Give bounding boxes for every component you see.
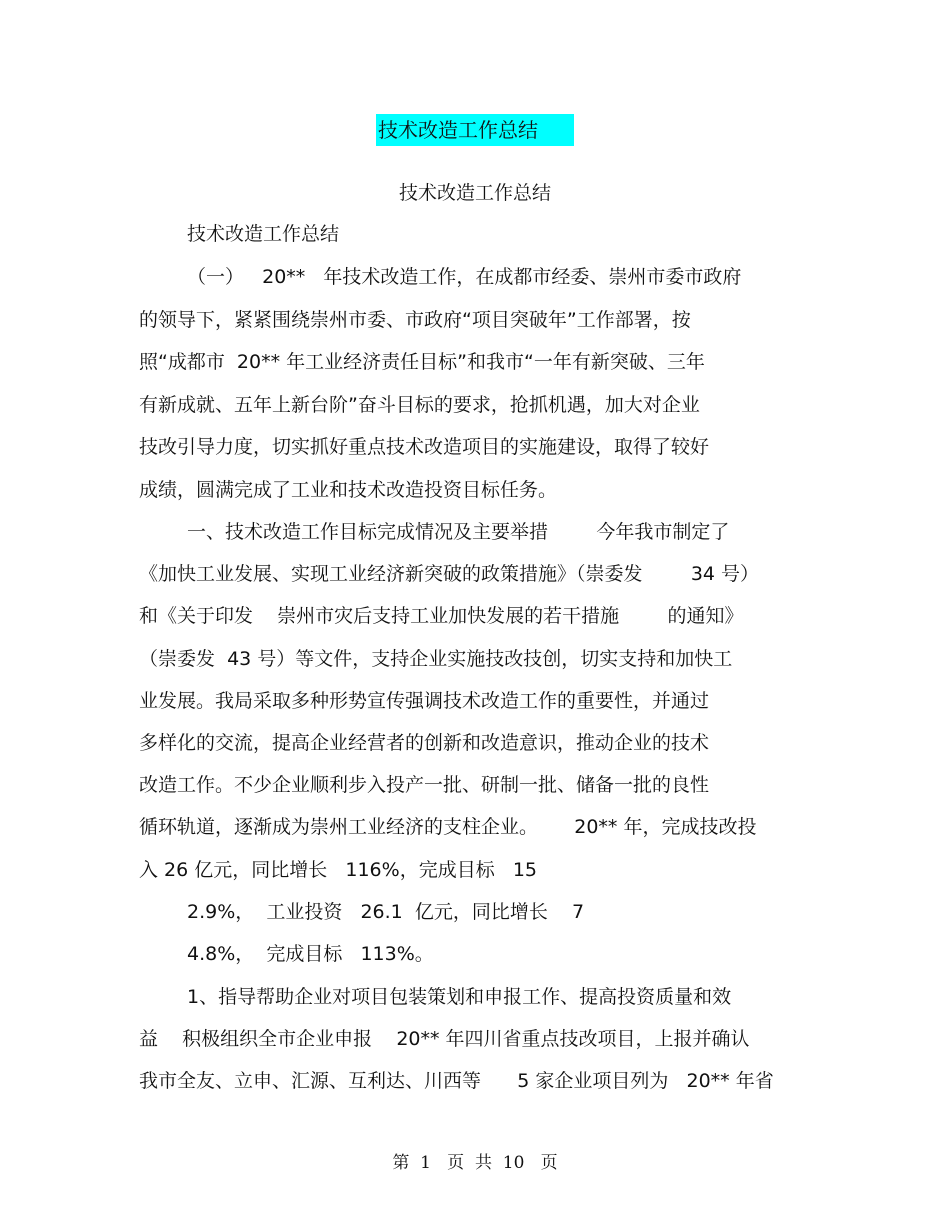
body-line: （一） 20** 年技术改造工作，在成都市经委、崇州市委市政府 — [187, 266, 742, 288]
body-line: 入 26 亿元，同比增长 116%，完成目标 15 — [139, 859, 537, 881]
document-subtitle: 技术改造工作总结 — [398, 182, 551, 204]
page-footer: 第 1 页 共 10 页 — [392, 1153, 558, 1173]
body-line: 2.9%， 工业投资 26.1 亿元，同比增长 7 — [187, 901, 585, 923]
body-line: 益 积极组织全市企业申报 20** 年四川省重点技改项目，上报并确认 — [139, 1028, 750, 1050]
body-line: 《加快工业发展、实现工业经济新突破的政策措施》（崇委发 34 号） — [139, 563, 760, 585]
body-line: 4.8%， 完成目标 113%。 — [187, 943, 434, 965]
body-line: 照“成都市 20** 年工业经济责任目标”和我市“一年有新突破、三年 — [139, 351, 705, 373]
body-line: 的领导下，紧紧围绕崇州市委、市政府“项目突破年”工作部署，按 — [139, 309, 691, 331]
body-line: 循环轨道，逐渐成为崇州工业经济的支柱企业。 20** 年，完成技改投 — [139, 816, 757, 838]
body-line: 改造工作。不少企业顺利步入投产一批、研制一批、储备一批的良性 — [139, 774, 710, 796]
body-line: 业发展。我局采取多种形势宣传强调技术改造工作的重要性，并通过 — [139, 690, 710, 712]
body-line: 有新成就、五年上新台阶”奋斗目标的要求，抢抓机遇，加大对企业 — [139, 394, 700, 416]
body-line: 一、技术改造工作目标完成情况及主要举措 今年我市制定了 — [187, 521, 730, 543]
body-line: （崇委发 43 号）等文件，支持企业实施技改技创，切实支持和加快工 — [139, 648, 733, 670]
body-line: 技改引导力度，切实抓好重点技术改造项目的实施建设，取得了较好 — [139, 436, 710, 458]
body-line: 1、指导帮助企业对项目包装策划和申报工作、提高投资质量和效 — [187, 986, 732, 1008]
document-title: 技术改造工作总结 — [378, 118, 538, 142]
body-line: 和《关于印发 崇州市灾后支持工业加快发展的若干措施 的通知》 — [139, 605, 744, 627]
body-line: 我市全友、立申、汇源、互利达、川西等 5 家企业项目列为 20** 年省 — [139, 1070, 774, 1092]
body-line: 成绩，圆满完成了工业和技术改造投资目标任务。 — [139, 479, 558, 501]
body-line: 技术改造工作总结 — [187, 223, 340, 245]
body-line: 多样化的交流，提高企业经营者的创新和改造意识，推动企业的技术 — [139, 732, 710, 754]
